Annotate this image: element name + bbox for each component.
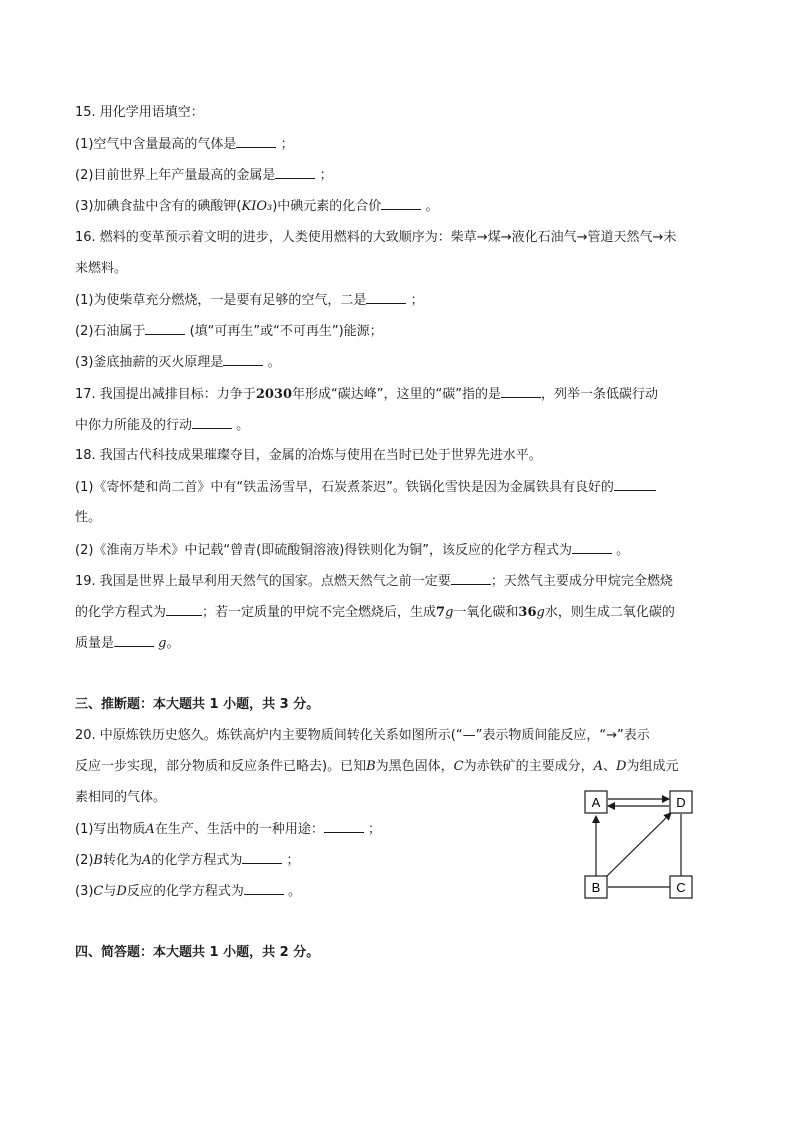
answer-blank[interactable] <box>145 322 185 335</box>
q18-part1-line1: (1)《寄怀楚和尚二首》中有“铁盂汤雪早，石炭煮茶迟”。铁锅化雪快是因为金属铁具有良好的 <box>75 478 656 497</box>
q20-part3: (3)C与D反应的化学方程式为 。 <box>75 884 301 899</box>
node-c <box>670 876 692 898</box>
answer-blank[interactable] <box>114 634 154 647</box>
q17-line2: 中你力所能及的行动 。 <box>75 418 250 433</box>
q16-part2: (2)石油属于 (填“可再生”或“不可再生”)能源； <box>75 324 383 339</box>
q17-line1: 17. 我国提出减排目标：力争于2030年形成“碳达峰”，这里的“碳”指的是 ，列举一条低碳行动 <box>75 387 658 402</box>
answer-blank[interactable] <box>572 541 612 554</box>
q16-title-line1: 16. 燃料的变革预示着文明的进步，人类使用燃料的大致顺序为：柴草→煤→液化石油气→管道天然气→未 <box>75 230 677 245</box>
q19-line3: 质量是 g。 <box>75 636 180 651</box>
q15-part2: (2)目前世界上年产量最高的金属是 ； <box>75 168 333 183</box>
q19-line2: 的化学方程式为 ；若一定质量的甲烷不完全燃烧后，生成7g一氧化碳和36g水，则生成二氧化碳的 <box>75 605 675 620</box>
q20-line1: 20. 中原炼铁历史悠久。炼铁高炉内主要物质间转化关系如图所示(“—”表示物质间能反应，“→”表示 <box>75 728 650 743</box>
answer-blank[interactable] <box>192 416 232 429</box>
q15-part3: (3)加碘食盐中含有的碘酸钾(KIO₃)中碘元素的化合价 。 <box>75 199 439 214</box>
node-d <box>670 791 692 813</box>
answer-blank[interactable] <box>244 882 284 895</box>
section-3-heading: 三、推断题：本大题共 1 小题，共 3 分。 <box>75 697 320 712</box>
node-a <box>585 791 607 813</box>
relation-diagram-svg <box>584 790 696 902</box>
q20-line2: 反应一步实现，部分物质和反应条件已略去)。已知B为黑色固体，C为赤铁矿的主要成分，A、D为组成元 <box>75 759 679 774</box>
section-4-heading: 四、简答题：本大题共 1 小题，共 2 分。 <box>75 945 320 960</box>
answer-blank[interactable] <box>614 478 656 491</box>
q18-part1-line2: 性。 <box>75 510 102 525</box>
answer-blank[interactable] <box>166 603 202 616</box>
relation-diagram <box>584 790 696 902</box>
edge-b-to-d <box>606 813 671 877</box>
svg-text:B: B <box>591 880 601 895</box>
answer-blank[interactable] <box>236 135 276 148</box>
svg-text:D: D <box>676 795 686 810</box>
answer-blank[interactable] <box>242 851 282 864</box>
answer-blank[interactable] <box>381 197 421 210</box>
answer-blank[interactable] <box>324 820 364 833</box>
q16-part3: (3)釜底抽薪的灭火原理是 。 <box>75 355 281 370</box>
svg-text:A: A <box>591 795 601 810</box>
svg-text:C: C <box>676 880 686 895</box>
q18-part2: (2)《淮南万毕术》中记载“曾青(即硫酸铜溶液)得铁则化为铜”，该反应的化学方程式为 。 <box>75 543 630 558</box>
q20-line3: 素相同的气体。 <box>75 790 167 805</box>
answer-blank[interactable] <box>366 291 406 304</box>
q16-part1: (1)为使柴草充分燃烧，一是要有足够的空气，二是 ； <box>75 293 424 308</box>
answer-blank[interactable] <box>501 385 541 398</box>
q15-part1: (1)空气中含量最高的气体是 ； <box>75 137 294 152</box>
q20-part1: (1)写出物质A在生产、生活中的一种用途： ； <box>75 822 381 837</box>
answer-blank[interactable] <box>223 353 263 366</box>
q15-title: 15. 用化学用语填空： <box>75 105 204 120</box>
q16-title-line2: 来燃料。 <box>75 261 128 276</box>
q19-line1: 19. 我国是世界上最早利用天然气的国家。点燃天然气之前一定要 ；天然气主要成分甲烷完全燃烧 <box>75 574 673 589</box>
q18-title: 18. 我国古代科技成果璀璨夺目，金属的冶炼与使用在当时已处于世界先进水平。 <box>75 448 542 463</box>
q20-part2: (2)B转化为A的化学方程式为 ； <box>75 853 300 868</box>
answer-blank[interactable] <box>451 572 491 585</box>
node-b <box>585 876 607 898</box>
answer-blank[interactable] <box>275 166 315 179</box>
